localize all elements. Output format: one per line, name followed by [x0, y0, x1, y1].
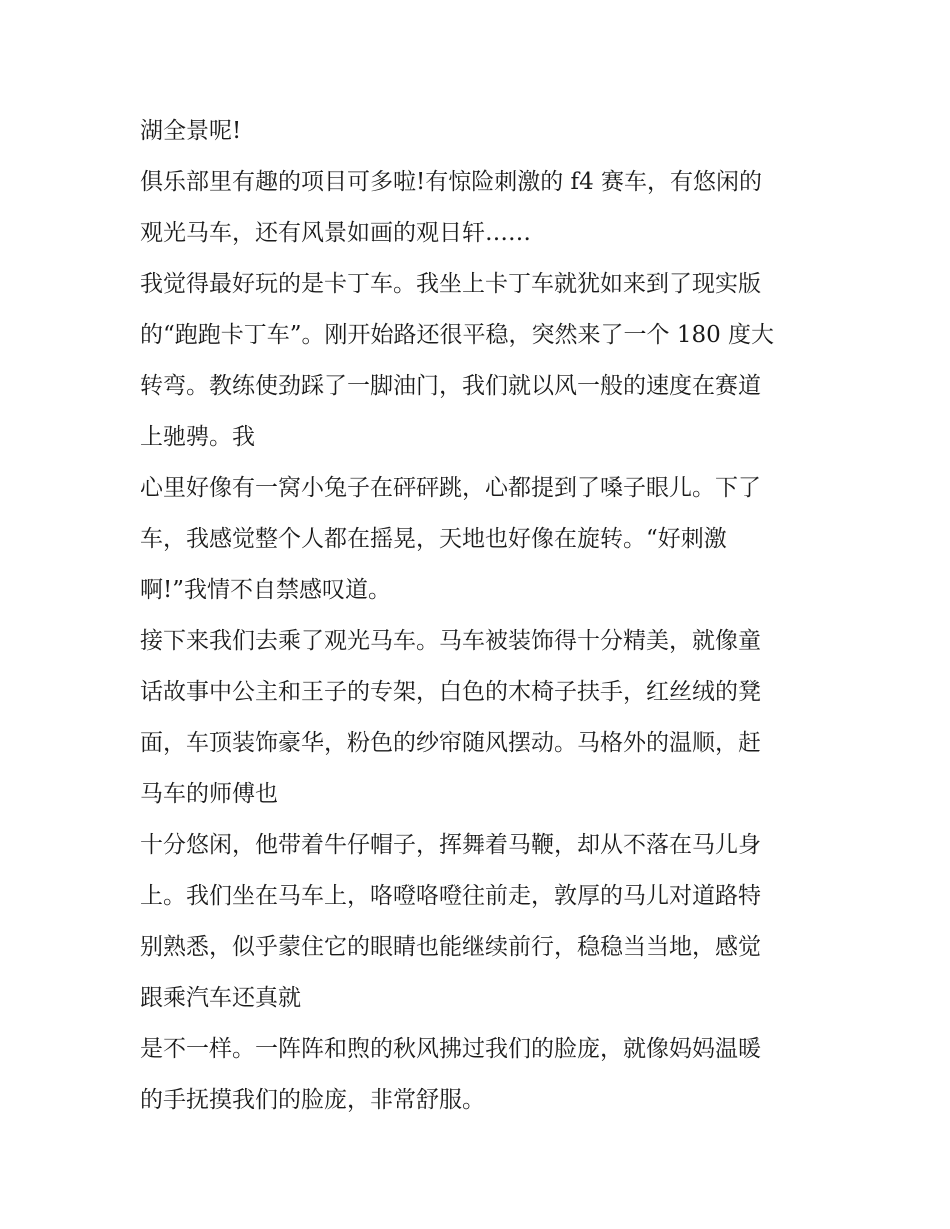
essay-text-block — [140, 106, 830, 1126]
text-line: 的“跑跑卡丁车”。刚开始路还很平稳，突然来了一个 180 度大 — [140, 322, 775, 348]
text-line: 观光马车，还有风景如画的观日轩…… — [140, 220, 531, 246]
text-line: 的手抚摸我们的脸庞，非常舒服。 — [140, 1087, 485, 1113]
text-line: 接下来我们去乘了观光马车。马车被装饰得十分精美，就像童 — [140, 628, 761, 654]
text-line: 是不一样。一阵阵和煦的秋风拂过我们的脸庞，就像妈妈温暖 — [140, 1036, 761, 1062]
text-line: 话故事中公主和王子的专架，白色的木椅子扶手，红丝绒的凳 — [140, 679, 761, 705]
text-line: 车，我感觉整个人都在摇晃，天地也好像在旋转。“好刺激 — [140, 526, 727, 552]
text-line: 俱乐部里有趣的项目可多啦!有惊险刺激的 f4 赛车，有悠闲的 — [140, 169, 763, 195]
text-line: 跟乘汽车还真就 — [140, 985, 301, 1011]
text-line: 转弯。教练使劲踩了一脚油门，我们就以风一般的速度在赛道 — [140, 373, 761, 399]
text-line: 上驰骋。我 — [140, 424, 255, 450]
text-line: 啊!”我情不自禁感叹道。 — [140, 577, 392, 603]
text-line: 心里好像有一窝小兔子在砰砰跳，心都提到了嗓子眼儿。下了 — [140, 475, 761, 501]
text-line: 湖全景呢! — [140, 118, 242, 144]
text-line: 我觉得最好玩的是卡丁车。我坐上卡丁车就犹如来到了现实版 — [140, 271, 761, 297]
text-line: 上。我们坐在马车上，咯噔咯噔往前走，敦厚的马儿对道路特 — [140, 883, 761, 909]
text-line: 面，车顶装饰豪华，粉色的纱帘随风摆动。马格外的温顺，赶 — [140, 730, 761, 756]
text-line: 十分悠闲，他带着牛仔帽子，挥舞着马鞭，却从不落在马儿身 — [140, 832, 761, 858]
text-line: 别熟悉，似乎蒙住它的眼睛也能继续前行，稳稳当当地，感觉 — [140, 934, 761, 960]
text-line: 马车的师傅也 — [140, 781, 278, 807]
